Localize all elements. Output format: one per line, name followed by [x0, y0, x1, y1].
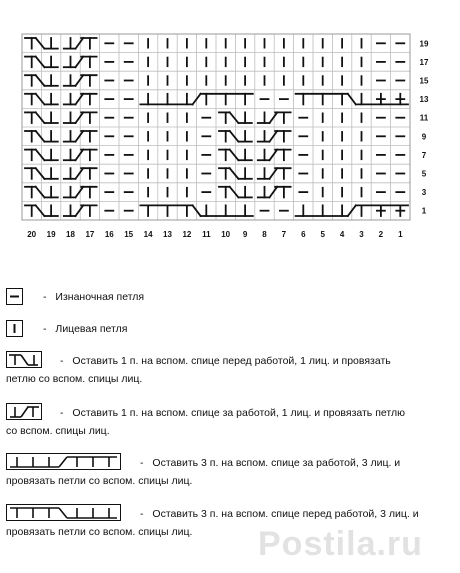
column-label: 3 — [359, 230, 364, 239]
legend-cross-back-1-cont: со вспом. спицы лиц. — [6, 425, 110, 437]
row-label: 15 — [419, 76, 429, 86]
legend-cross-front-3-cont: провязать петли со вспом. спицы лиц. — [6, 526, 193, 538]
legend-cross-front-1-symbol — [6, 351, 42, 368]
legend-purl-row — [37, 288, 144, 306]
row-label: 3 — [421, 188, 427, 198]
legend-cross-front-3-text: Оставить 3 п. на вспом. спице перед работой, 3 лиц. и — [152, 508, 419, 520]
legend-cross-back-3-symbol — [6, 453, 121, 470]
legend-purl-symbol — [6, 288, 23, 305]
legend-dash: - — [60, 355, 64, 367]
row-label: 7 — [421, 150, 427, 160]
column-label: 17 — [85, 230, 95, 239]
row-label: 1 — [421, 206, 427, 216]
legend-dash: - — [60, 407, 64, 419]
column-label: 1 — [398, 230, 403, 239]
legend-purl-text: Изнаночная петля — [55, 291, 145, 303]
row-label: 19 — [419, 39, 429, 49]
legend-dash: - — [140, 508, 144, 520]
column-label: 7 — [281, 230, 287, 239]
legend-cross-front-1-row — [54, 352, 391, 370]
column-label: 14 — [143, 230, 153, 239]
legend-knit-symbol — [6, 320, 23, 337]
legend-cross-back-1-row — [54, 404, 405, 422]
column-label: 2 — [378, 230, 384, 239]
row-label: 13 — [419, 95, 429, 105]
legend-knit-row — [37, 320, 127, 338]
legend-dash: - — [43, 323, 47, 335]
legend-dash: - — [43, 291, 47, 303]
column-label: 5 — [320, 230, 325, 239]
column-label: 4 — [339, 230, 345, 239]
row-label: 9 — [421, 132, 427, 142]
legend-cross-front-1-text: Оставить 1 п. на вспом. спице перед работой, 1 лиц. и провязать — [72, 355, 391, 367]
legend-dash: - — [140, 457, 144, 469]
column-label: 15 — [124, 230, 134, 239]
column-label: 18 — [66, 230, 75, 239]
legend-cross-back-3-text: Оставить 3 п. на вспом. спице за работой, 3 лиц. и — [152, 457, 401, 469]
column-label: 10 — [221, 230, 231, 239]
legend-cross-back-1-symbol — [6, 403, 42, 420]
row-label: 17 — [419, 57, 429, 67]
column-label: 9 — [242, 230, 248, 239]
watermark: Postila.ru — [258, 525, 423, 563]
column-label: 13 — [163, 230, 172, 239]
column-label: 19 — [46, 230, 56, 239]
column-label: 12 — [182, 230, 192, 239]
legend-cross-front-3-symbol — [6, 504, 121, 521]
row-label: 5 — [421, 169, 427, 179]
column-label: 8 — [262, 230, 267, 239]
legend-cross-back-1-text: Оставить 1 п. на вспом. спице за работой, 1 лиц. и провязать петлю — [72, 407, 405, 419]
column-label: 16 — [104, 230, 114, 239]
column-label: 20 — [27, 230, 37, 239]
row-label: 11 — [419, 113, 429, 123]
column-label: 6 — [301, 230, 306, 239]
column-label: 11 — [202, 230, 211, 239]
legend-knit-text: Лицевая петля — [55, 323, 128, 335]
legend-cross-front-1-cont: петлю со вспом. спицы лиц. — [6, 373, 143, 385]
legend-cross-back-3-cont: провязать петли со вспом. спицы лиц. — [6, 475, 193, 487]
legend-cross-back-3-row — [134, 454, 400, 472]
legend-cross-front-3-row — [134, 505, 419, 523]
